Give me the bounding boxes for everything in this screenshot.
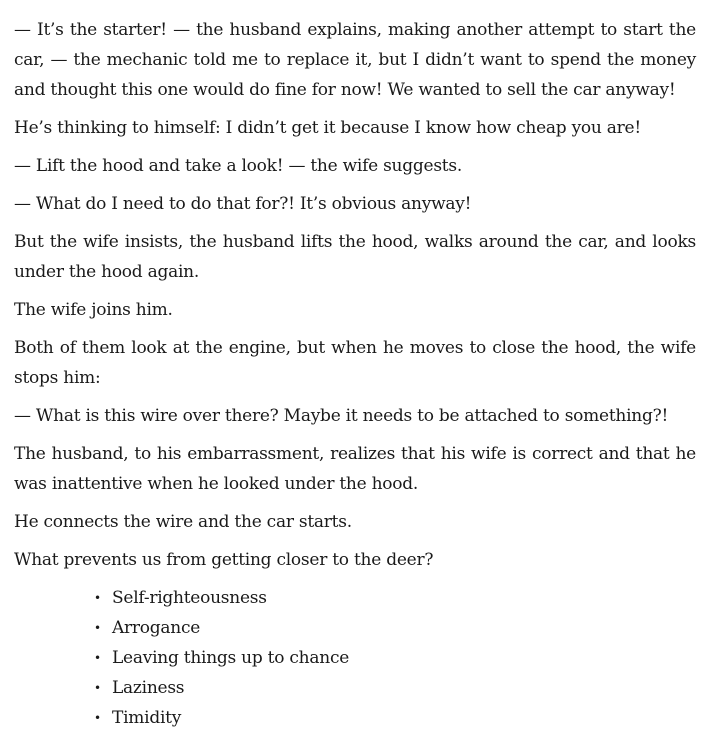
- list-item-text: Arrogance: [112, 618, 201, 638]
- paragraph-engine-look: Both of them look at the engine, but when he moves to close the hood, the wife stops him:: [14, 338, 696, 388]
- list-item-text: Leaving things up to chance: [112, 648, 350, 668]
- bullet-icon: •: [94, 711, 101, 725]
- paragraph-wife-suggests: — Lift the hood and take a look! — the wife suggests.: [14, 156, 463, 176]
- list-item: [94, 613, 696, 643]
- paragraph-wire-question: — What is this wire over there? Maybe it needs to be attached to something?!: [14, 406, 669, 426]
- bullet-icon: •: [94, 591, 101, 605]
- paragraph-question: What prevents us from getting closer to the deer?: [14, 550, 434, 570]
- list-item: [94, 643, 696, 673]
- paragraph-car-starts: He connects the wire and the car starts.: [14, 512, 352, 532]
- paragraph-husband-realizes: The husband, to his embarrassment, realizes that his wife is correct and that he was inattentive when he looked under the hood.: [14, 444, 696, 494]
- bullet-icon: •: [94, 621, 101, 635]
- paragraph-wife-insists: But the wife insists, the husband lifts the hood, walks around the car, and looks under the hood again.: [14, 232, 696, 282]
- list-item: [94, 583, 696, 613]
- list-item: [94, 703, 696, 733]
- list-item-text: Timidity: [112, 708, 182, 728]
- bullet-icon: •: [94, 681, 101, 695]
- list-item-text: Laziness: [112, 678, 185, 698]
- list-item-text: Self-righteousness: [112, 588, 267, 608]
- paragraph-husband-thought: He’s thinking to himself: I didn’t get it because I know how cheap you are!: [14, 118, 641, 138]
- bullet-icon: •: [94, 651, 101, 665]
- list-item: [94, 673, 696, 703]
- paragraph-husband-reply: — What do I need to do that for?! It’s obvious anyway!: [14, 194, 472, 214]
- obstacles-list: [14, 583, 696, 733]
- paragraph-starter-explanation: — It’s the starter! — the husband explains, making another attempt to start the car, — the mechanic told me to replace it, but I didn’t want to spend the money and thought this one would do fine for now! We wanted to sell the car anyway!: [14, 20, 696, 100]
- paragraph-wife-joins: The wife joins him.: [14, 300, 173, 320]
